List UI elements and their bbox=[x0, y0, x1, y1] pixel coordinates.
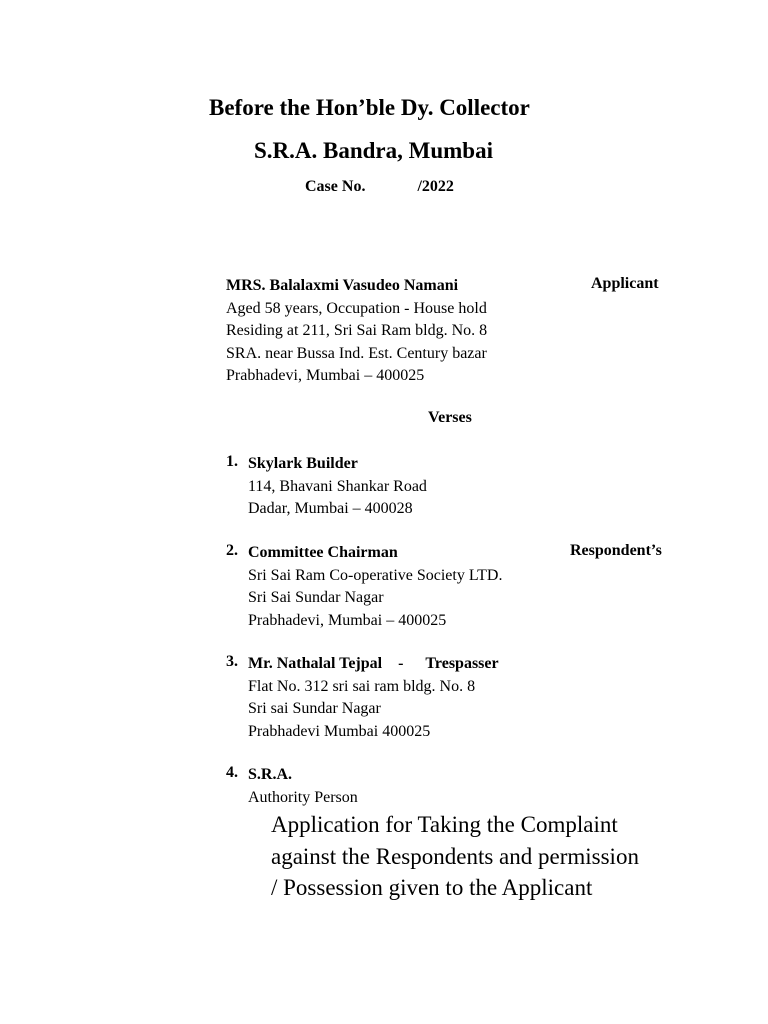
respondent-detail: Flat No. 312 sri sai ram bldg. No. 8 bbox=[248, 677, 476, 695]
respondent-entry bbox=[248, 453, 427, 521]
respondents-role-label: Respondent’s bbox=[570, 542, 662, 559]
respondent-number: 3. bbox=[226, 653, 238, 670]
respondent-separator: - bbox=[398, 655, 404, 672]
applicant-name: MRS. Balalaxmi Vasudeo Namani bbox=[226, 277, 459, 294]
verses-heading: Verses bbox=[428, 409, 472, 426]
respondent-entry bbox=[248, 653, 499, 743]
applicant-block bbox=[226, 275, 487, 388]
subject-line: Application for Taking the Complaint bbox=[271, 812, 618, 837]
respondent-name-line bbox=[248, 653, 499, 676]
respondent-detail: Prabhadevi, Mumbai – 400025 bbox=[248, 611, 447, 629]
case-number bbox=[305, 178, 454, 196]
applicant-detail: Residing at 211, Sri Sai Ram bldg. No. 8 bbox=[226, 322, 488, 339]
case-number-year: /2022 bbox=[417, 178, 454, 195]
respondent-entry bbox=[248, 542, 502, 632]
application-subject bbox=[271, 809, 639, 904]
respondent-name: S.R.A. bbox=[248, 766, 293, 783]
case-number-label: Case No. bbox=[305, 178, 366, 195]
applicant-detail: Prabhadevi, Mumbai – 400025 bbox=[226, 367, 425, 384]
respondent-detail: Sri sai Sundar Nagar bbox=[248, 700, 381, 717]
respondent-number: 2. bbox=[226, 542, 238, 559]
court-title: Before the Hon’ble Dy. Collector bbox=[209, 95, 530, 120]
respondent-number: 1. bbox=[226, 453, 238, 470]
respondent-name: Committee Chairman bbox=[248, 544, 398, 561]
respondent-detail: Sri Sai Sundar Nagar bbox=[248, 589, 384, 606]
court-location: S.R.A. Bandra, Mumbai bbox=[254, 138, 493, 163]
respondent-number: 4. bbox=[226, 764, 238, 781]
applicant-role-label: Applicant bbox=[591, 275, 659, 292]
applicant-detail: Aged 58 years, Occupation - House hold bbox=[226, 299, 487, 317]
respondent-name: Skylark Builder bbox=[248, 455, 358, 472]
respondent-name: Mr. Nathalal Tejpal bbox=[248, 655, 383, 672]
subject-line: / Possession given to the Applicant bbox=[271, 875, 593, 900]
respondent-detail: 114, Bhavani Shankar Road bbox=[248, 477, 427, 495]
respondent-detail: Dadar, Mumbai – 400028 bbox=[248, 500, 413, 517]
applicant-detail: SRA. near Bussa Ind. Est. Century bazar bbox=[226, 344, 487, 362]
subject-line: against the Respondents and permission bbox=[271, 843, 639, 869]
trespasser-tag: Trespasser bbox=[425, 655, 499, 672]
respondent-detail: Authority Person bbox=[248, 788, 358, 806]
respondent-detail: Sri Sai Ram Co-operative Society LTD. bbox=[248, 566, 503, 584]
respondent-detail: Prabhadevi Mumbai 400025 bbox=[248, 722, 431, 740]
respondent-entry bbox=[248, 764, 358, 809]
